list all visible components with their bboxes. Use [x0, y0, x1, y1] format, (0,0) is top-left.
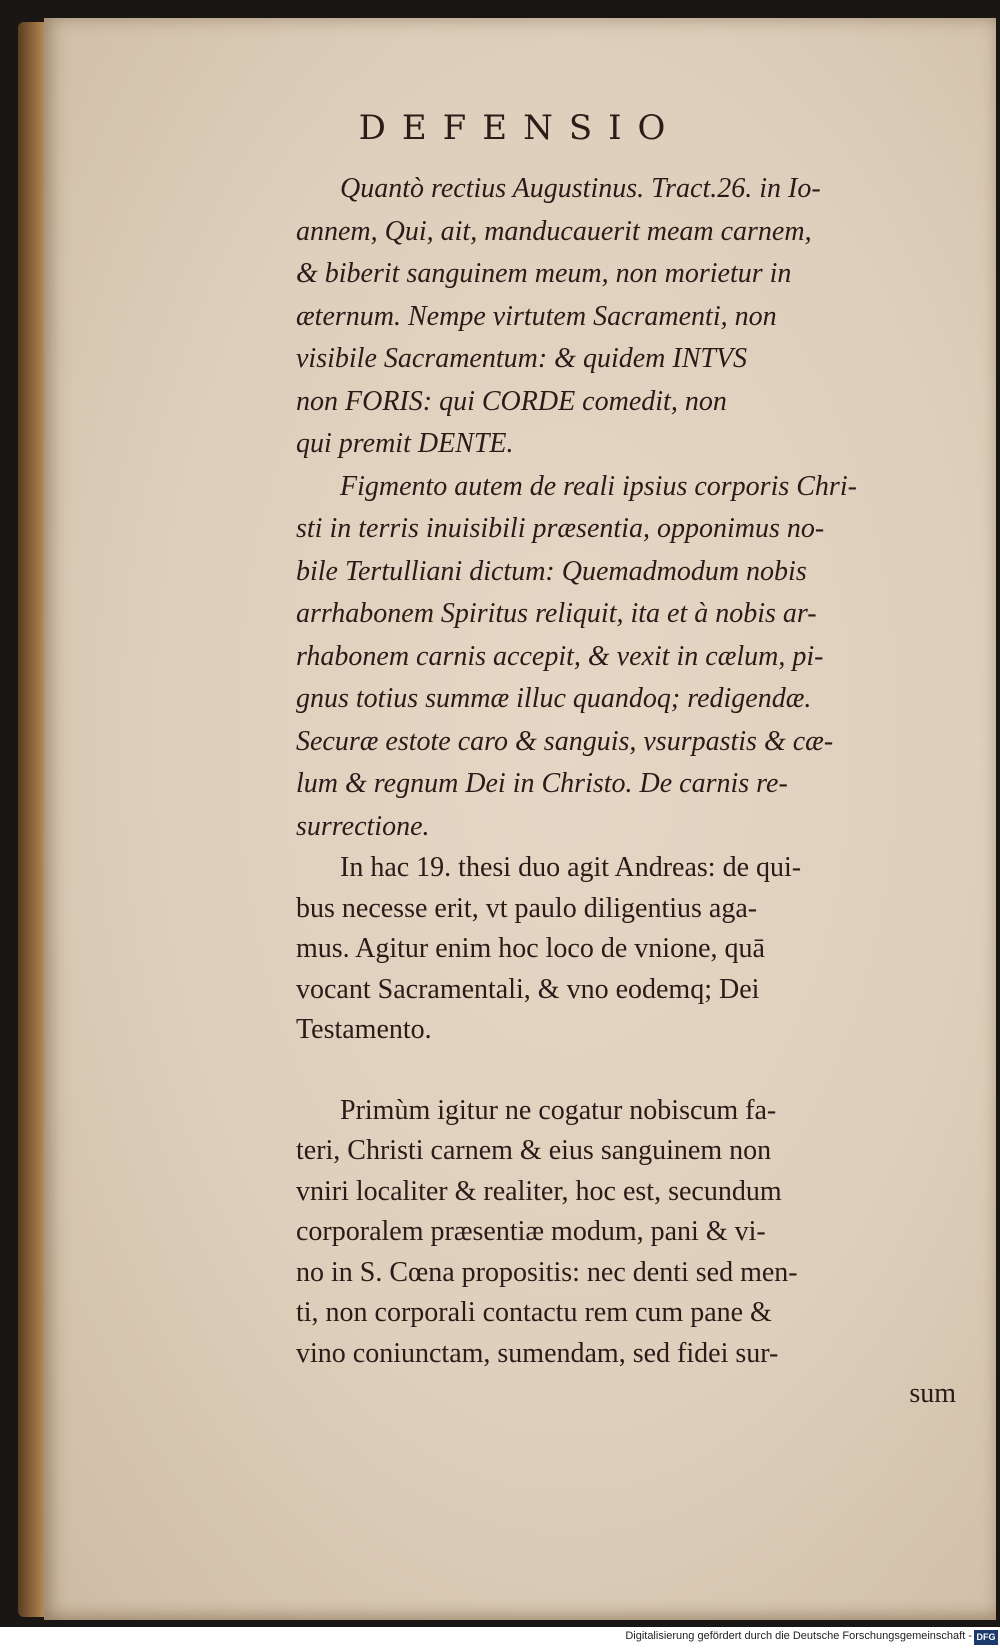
text-line: visibile Sacramentum: & quidem INTVS — [296, 343, 748, 374]
text-line: lum & regnum Dei in Christo. De carnis re- — [296, 768, 788, 799]
text-line: non FORIS: qui CORDE comedit, non — [296, 385, 727, 417]
text-line: rhabonem carnis accepit, & vexit in cælum, pi- — [296, 640, 824, 672]
text-block — [296, 168, 964, 1415]
text-line: corporalem præsentiæ modum, pani & vi- — [296, 1216, 766, 1247]
text-line: vniri localiter & realiter, hoc est, secundum — [296, 1175, 782, 1207]
text-line: arrhabonem Spiritus reliquit, ita et à nobis ar- — [296, 598, 817, 629]
text-line: Figmento autem de reali ipsius corporis Chri- — [340, 470, 857, 502]
text-line: mus. Agitur enim hoc loco de vnione, quā — [296, 933, 765, 964]
text-line: gnus totius summæ illuc quandoq; redigendæ. — [296, 683, 812, 714]
text-line: surrectione. — [296, 810, 430, 842]
text-line: sti in terris inuisibili præsentia, opponimus no- — [296, 513, 825, 544]
text-line: vino coniunctam, sumendam, sed fidei sur- — [296, 1337, 779, 1369]
text-line: æternum. Nempe virtutem Sacramenti, non — [296, 300, 777, 332]
text-line: In hac 19. thesi duo agit Andreas: de qui- — [340, 852, 802, 883]
text-line: teri, Christi carnem & eius sanguinem non — [296, 1135, 772, 1166]
text-line: ti, non corporali contactu rem cum pane & — [296, 1297, 772, 1328]
catchword: sum — [909, 1378, 956, 1409]
text-line: Quantò rectius Augustinus. Tract.26. in Io- — [340, 173, 821, 204]
paragraph-3 — [296, 848, 964, 1051]
running-head: DEFENSIO — [358, 108, 682, 148]
text-line: Securæ estote caro & sanguis, vsurpastis & cæ- — [296, 725, 834, 757]
paragraph-2 — [296, 466, 964, 849]
paragraph-gap — [296, 1051, 964, 1091]
dfg-logo-icon[interactable]: DFG — [974, 1630, 998, 1645]
text-line: bile Tertulliani dictum: Quemadmodum nobis — [296, 555, 807, 587]
text-line: bus necesse erit, vt paulo diligentius aga- — [296, 892, 758, 924]
book-page — [44, 18, 996, 1620]
text-line: no in S. Cœna propositis: nec denti sed men- — [296, 1256, 798, 1288]
text-line: Testamento. — [296, 1014, 432, 1045]
text-line: vocant Sacramentali, & vno eodemq; Dei — [296, 973, 760, 1005]
funding-notice: Digitalisierung gefördert durch die Deutsche Forschungsgemeinschaft - — [625, 1630, 972, 1642]
text-line: qui premit DENTE. — [296, 428, 514, 459]
footer-bar — [0, 1627, 1000, 1649]
text-line: annem, Qui, ait, manducauerit meam carnem, — [296, 215, 812, 247]
text-line: & biberit sanguinem meum, non morietur in — [296, 258, 792, 289]
text-line: Primùm igitur ne cogatur nobiscum fa- — [340, 1094, 777, 1126]
paragraph-4 — [296, 1091, 964, 1415]
paragraph-1 — [296, 168, 964, 466]
